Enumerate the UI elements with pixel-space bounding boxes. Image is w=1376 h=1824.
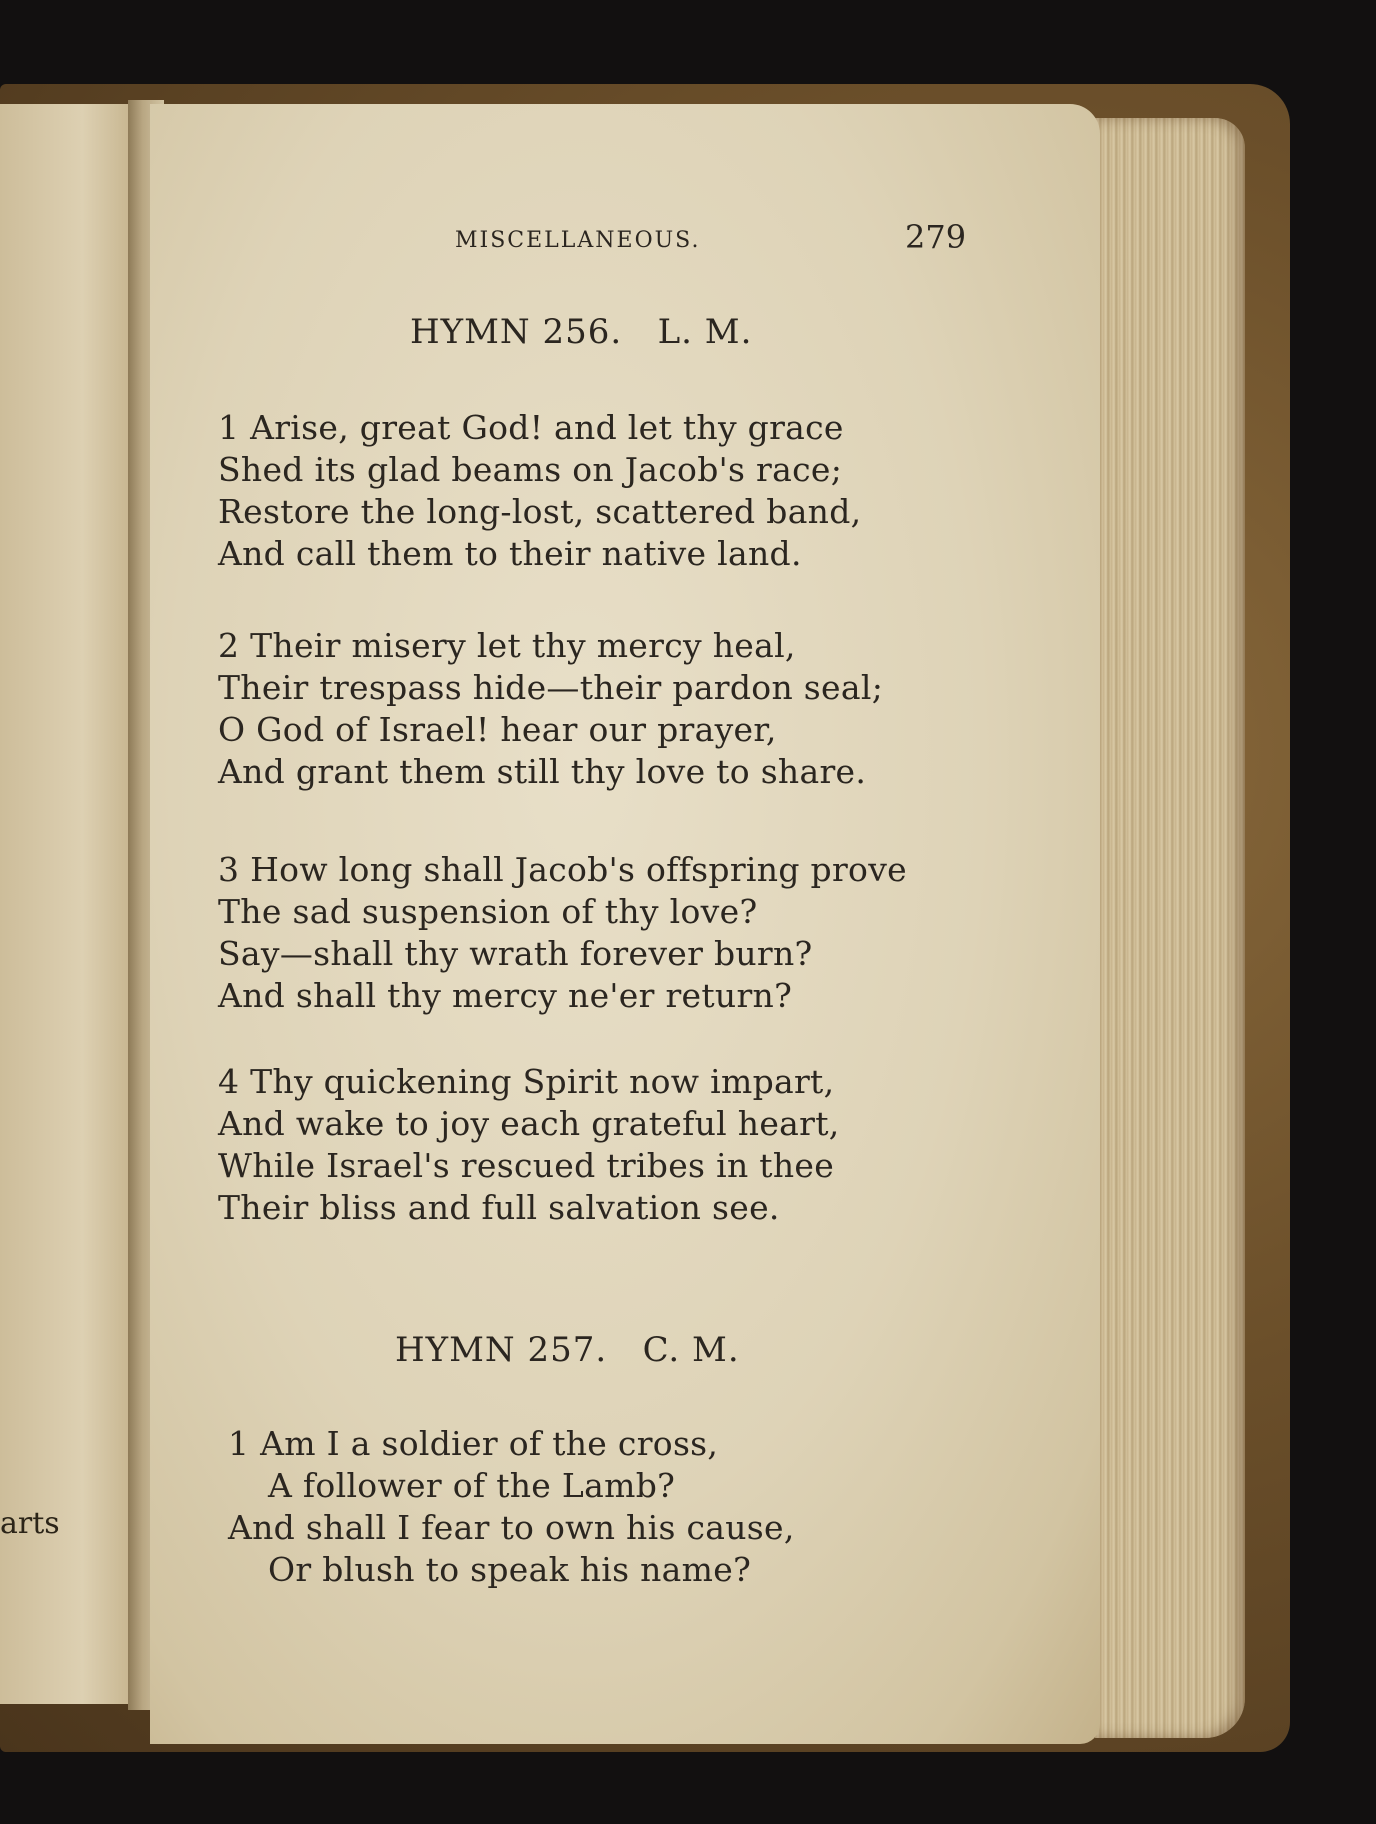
verse-line: 1 Am I a soldier of the cross,	[228, 1424, 719, 1463]
verse-line: And shall I fear to own his cause,	[228, 1508, 795, 1547]
page-number: 279	[905, 218, 967, 256]
hymn-title: HYMN 256. L. M.	[410, 312, 753, 352]
verse-line: Their trespass hide—their pardon seal;	[218, 668, 884, 707]
verse-line: And shall thy mercy ne'er return?	[218, 976, 793, 1015]
verse-line: And wake to joy each grateful heart,	[218, 1104, 840, 1143]
verse-line: O God of Israel! hear our prayer,	[218, 710, 777, 749]
verse-line: Restore the long-lost, scattered band,	[218, 492, 862, 531]
left-page-fragment: arts	[0, 1506, 60, 1541]
running-head: MISCELLANEOUS.	[455, 228, 701, 253]
verse-line: And call them to their native land.	[218, 534, 802, 573]
verse-line: While Israel's rescued tribes in thee	[218, 1146, 835, 1185]
verse-line: A follower of the Lamb?	[268, 1466, 676, 1505]
verse-line: 4 Thy quickening Spirit now impart,	[218, 1062, 835, 1101]
hymn-title: HYMN 257. C. M.	[395, 1330, 740, 1370]
verse-line: The sad suspension of thy love?	[218, 892, 758, 931]
verse-line: Their bliss and full salvation see.	[218, 1188, 780, 1227]
verse-line: Say—shall thy wrath forever burn?	[218, 934, 813, 973]
verse-line: Or blush to speak his name?	[268, 1550, 752, 1589]
verse-line: 1 Arise, great God! and let thy grace	[218, 408, 844, 447]
verse-line: And grant them still thy love to share.	[218, 752, 867, 791]
page-edges	[1095, 118, 1245, 1738]
verse-line: Shed its glad beams on Jacob's race;	[218, 450, 843, 489]
verse-line: 2 Their misery let thy mercy heal,	[218, 626, 796, 665]
verse-line: 3 How long shall Jacob's offspring prove	[218, 850, 907, 889]
